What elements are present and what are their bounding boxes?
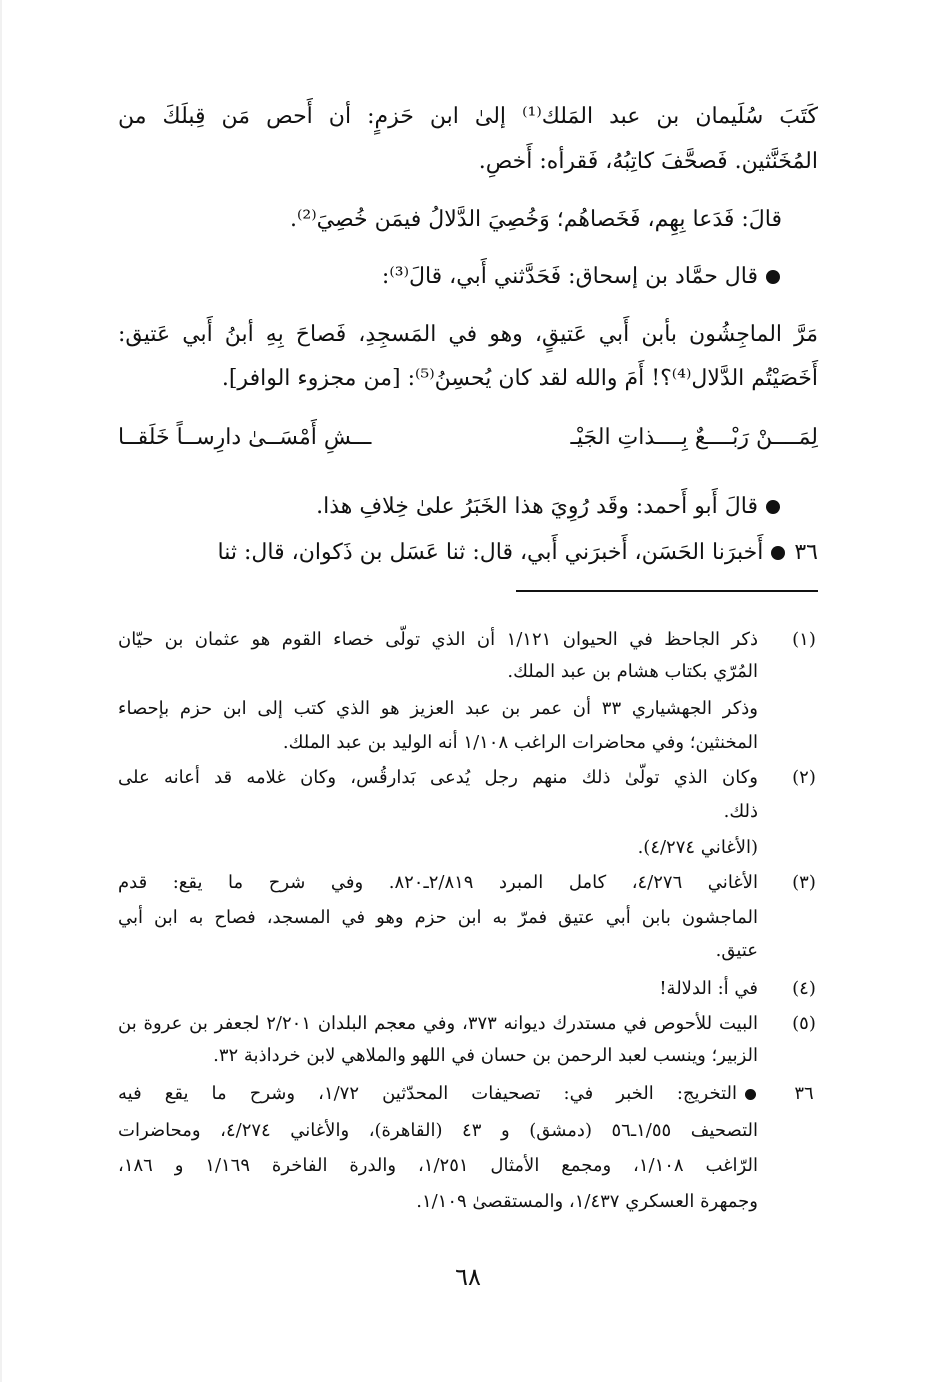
footnote-line: المخنثين؛ وفي محاضرات الراغب ١/١٠٨ أنه الوليد بن عبد الملك.: [282, 732, 758, 753]
verse-second-hemistich: ـــشِ أَمْسَــىٰ دارِســاً خَلَقــا: [118, 425, 372, 450]
footnote-line: ذلك.: [723, 801, 758, 822]
footnote-line: [118, 1080, 758, 1108]
takhrij-first-line: التخريج: الخبر في: تصحيفات المحدّثين ١/٧٢، وشرح ما يقع فيه: [118, 1083, 738, 1104]
footnote-line: (الأغاني ٤/٢٧٤).: [637, 837, 758, 858]
footnote-line: ذكر الجاحظ في الحيوان ١/١٢١ أن الذي تولّى خصاء القوم هو عثمان بن حيّان: [118, 629, 758, 650]
scan-edge: [0, 0, 2, 1382]
footnote-line: وذكر الجهشياري ٣٣ أن عمر بن عبد العزيز هو الذي كتب إلى ابن حزم بإحصاء: [118, 698, 758, 719]
footnote-line: الرّاغب ١/١٠٨، ومجمع الأمثال ١/٢٥١، والدرة الفاخرة ١/١٦٩ و ١٨٦،: [118, 1155, 758, 1176]
footnote-separator: [516, 590, 818, 592]
body-line-3: قالَ: فَدَعا بِهِم، فَخَصاهُم؛ وَخُصِيَ الدَّلالُ فيمَن خُصِيَ⁽²⁾.: [289, 207, 782, 232]
bullet-icon: [766, 270, 780, 284]
body-line-4: [118, 260, 818, 294]
bullet-icon: [766, 500, 780, 514]
footnote-line: في أ: الدلالة!: [659, 978, 758, 999]
bullet-icon: [745, 1089, 756, 1100]
body-line-8: [118, 536, 818, 570]
body-line-6: أَخَصَيْتُم الدَّلال⁽⁴⁾؟! أَمَ والله لقد كان يُحسِنُ⁽⁵⁾: [من مجزوء الوافر].: [221, 366, 818, 391]
body-line-1: كَتَبَ سُلَيمان بن عبد المَلك⁽¹⁾ إلىٰ ابن حَزمٍ: أن أَحص مَن قِبلَكَ من: [118, 104, 818, 129]
footnote-line: وكان الذي تولّىٰ ذلك منهم رجل يُدعى بَدارقُس، وكان غلامه قد أعانه على: [118, 767, 758, 788]
footnote-line: البيت للأحوص في مستدرك ديوانه ٣٧٣، وفي معجم البلدان ٢/٢٠١ لجعفر بن عروة بن: [118, 1013, 758, 1034]
footnote-number: (٥): [792, 1013, 816, 1034]
footnote-line: الأغاني ٤/٢٧٦، كامل المبرد ٢/٨١٩ـ٨٢٠. وفي شرح ما يقع: قدم: [118, 872, 758, 893]
body-line-7-text: قالَ أَبو أَحمد: وقَد رُوِيَ هذا الخَبَرُ علىٰ خِلافِ هذا.: [316, 494, 758, 519]
poetry-verse: [118, 418, 818, 458]
body-line-4-text: قال حمَّاد بن إسحاق: فَحَدَّثني أَبي، قالَ⁽³⁾:: [381, 264, 758, 289]
footnote-line: التصحيف ١/٥٥ـ٥٦ (دمشق) و ٤٣ (القاهرة)، والأغاني ٤/٢٧٤، ومحاضرات: [118, 1120, 758, 1141]
body-line-7: [118, 490, 818, 524]
body-line-5: مَرَّ الماجِشُون بأبن أَبي عَتيقٍ، وهو في المَسجِدِ، فَصاحَ بِهِ أبنُ أَبي عَتيق:: [118, 322, 818, 347]
footnote-line: وجمهرة العسكري ١/٤٣٧، والمستقصىٰ ١/١٠٩.: [416, 1191, 758, 1212]
footnote-line: الماجشون بابن أبي عتيق فمرّ به ابن حزم وهو في المسجد، فصاح به ابن أبي: [118, 907, 758, 928]
entry-number: ٣٦: [794, 540, 818, 565]
verse-first-hemistich: لِمَــــنْ رَبْــــعٌ بِــــذاتِ الجَيْـ: [570, 425, 818, 450]
footnote-number: (٢): [792, 767, 816, 788]
footnote-number: (١): [792, 629, 816, 650]
footnote-number: (٣): [792, 872, 816, 893]
book-page: [118, 0, 818, 1382]
footnote-number: ٣٦: [794, 1083, 814, 1104]
page-number: ٦٨: [455, 1263, 481, 1291]
footnote-number: (٤): [792, 978, 816, 999]
footnote-line: عتيق.: [715, 940, 758, 961]
body-line-2: المُخَنَّثين. فَصحَّفَ كاتِبُهُ، فَقرأه: أَخصِ.: [478, 149, 818, 174]
body-line-8-text: أَخبرَنا الحَسَن، أَخبرَني أَبي، قال: ثنا عَسَل بن ذَكوان، قال: ثنا: [217, 540, 764, 565]
bullet-icon: [771, 546, 785, 560]
footnote-line: الزبير؛ وينسب لعبد الرحمن بن حسان في اللهو والملاهي لابن خرداذبة ٣٢.: [213, 1045, 758, 1066]
footnote-line: المُرّي بكتاب هشام بن عبد الملك.: [507, 661, 758, 682]
